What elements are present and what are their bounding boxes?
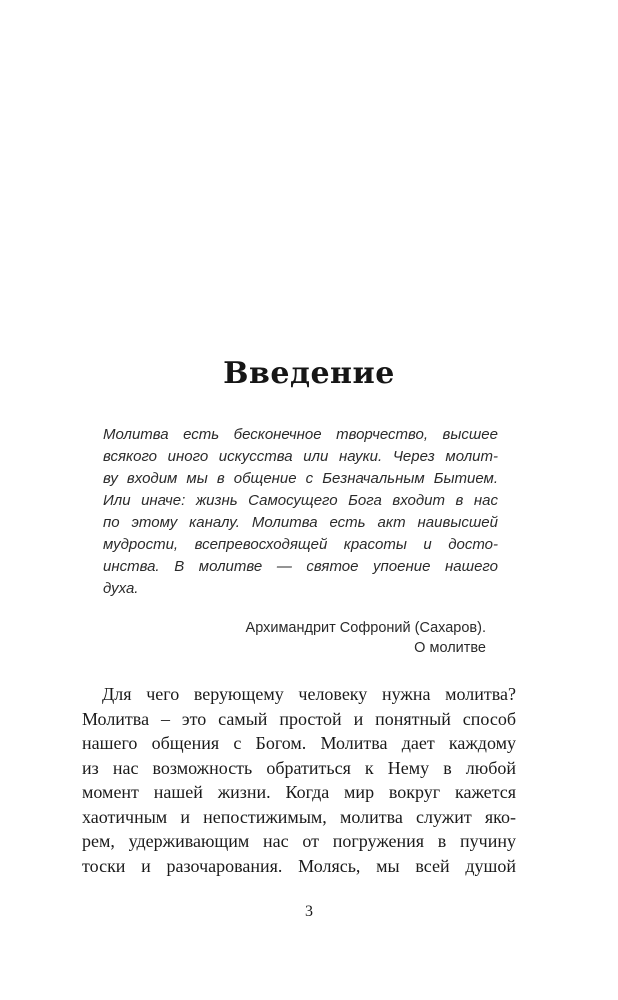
body-line: тоски и разочарования. Молясь, мы всей душой xyxy=(82,855,516,876)
body-paragraph xyxy=(82,682,516,878)
body-line: рем, удерживающим нас от погружения в пучину xyxy=(82,831,516,851)
epigraph xyxy=(103,424,498,600)
attribution-work: О молитве xyxy=(414,640,486,656)
body-line: момент нашей жизни. Когда мир вокруг кажется xyxy=(82,782,516,802)
epigraph-line: по этому каналу. Молитва есть акт наивысшей xyxy=(103,514,498,531)
page-number: 3 xyxy=(305,903,313,920)
page-title: Введение xyxy=(223,356,395,392)
epigraph-line: инства. В молитве — святое упоение нашего xyxy=(103,558,498,575)
epigraph-attribution xyxy=(106,618,486,658)
body-line: хаотичным и непостижимым, молитва служит яко- xyxy=(82,806,516,827)
body-line: Для чего верующему человеку нужна молитва? xyxy=(102,684,516,704)
epigraph-line: духа. xyxy=(103,580,139,597)
epigraph-line: Или иначе: жизнь Самосущего Бога входит в нас xyxy=(103,492,498,509)
epigraph-line: всякого иного искусства или науки. Через молит- xyxy=(103,448,498,465)
body-line: Молитва – это самый простой и понятный способ xyxy=(82,708,516,729)
epigraph-line: ву входим мы в общение с Безначальным Бытием. xyxy=(103,470,498,487)
body-line: из нас возможность обратиться к Нему в любой xyxy=(82,757,516,778)
attribution-author: Архимандрит Софроний (Сахаров). xyxy=(245,620,486,636)
epigraph-line: мудрости, всепревосходящей красоты и досто- xyxy=(103,536,498,553)
body-line: нашего общения с Богом. Молитва дает каждому xyxy=(82,733,516,753)
epigraph-line: Молитва есть бесконечное творчество, высшее xyxy=(103,426,498,443)
